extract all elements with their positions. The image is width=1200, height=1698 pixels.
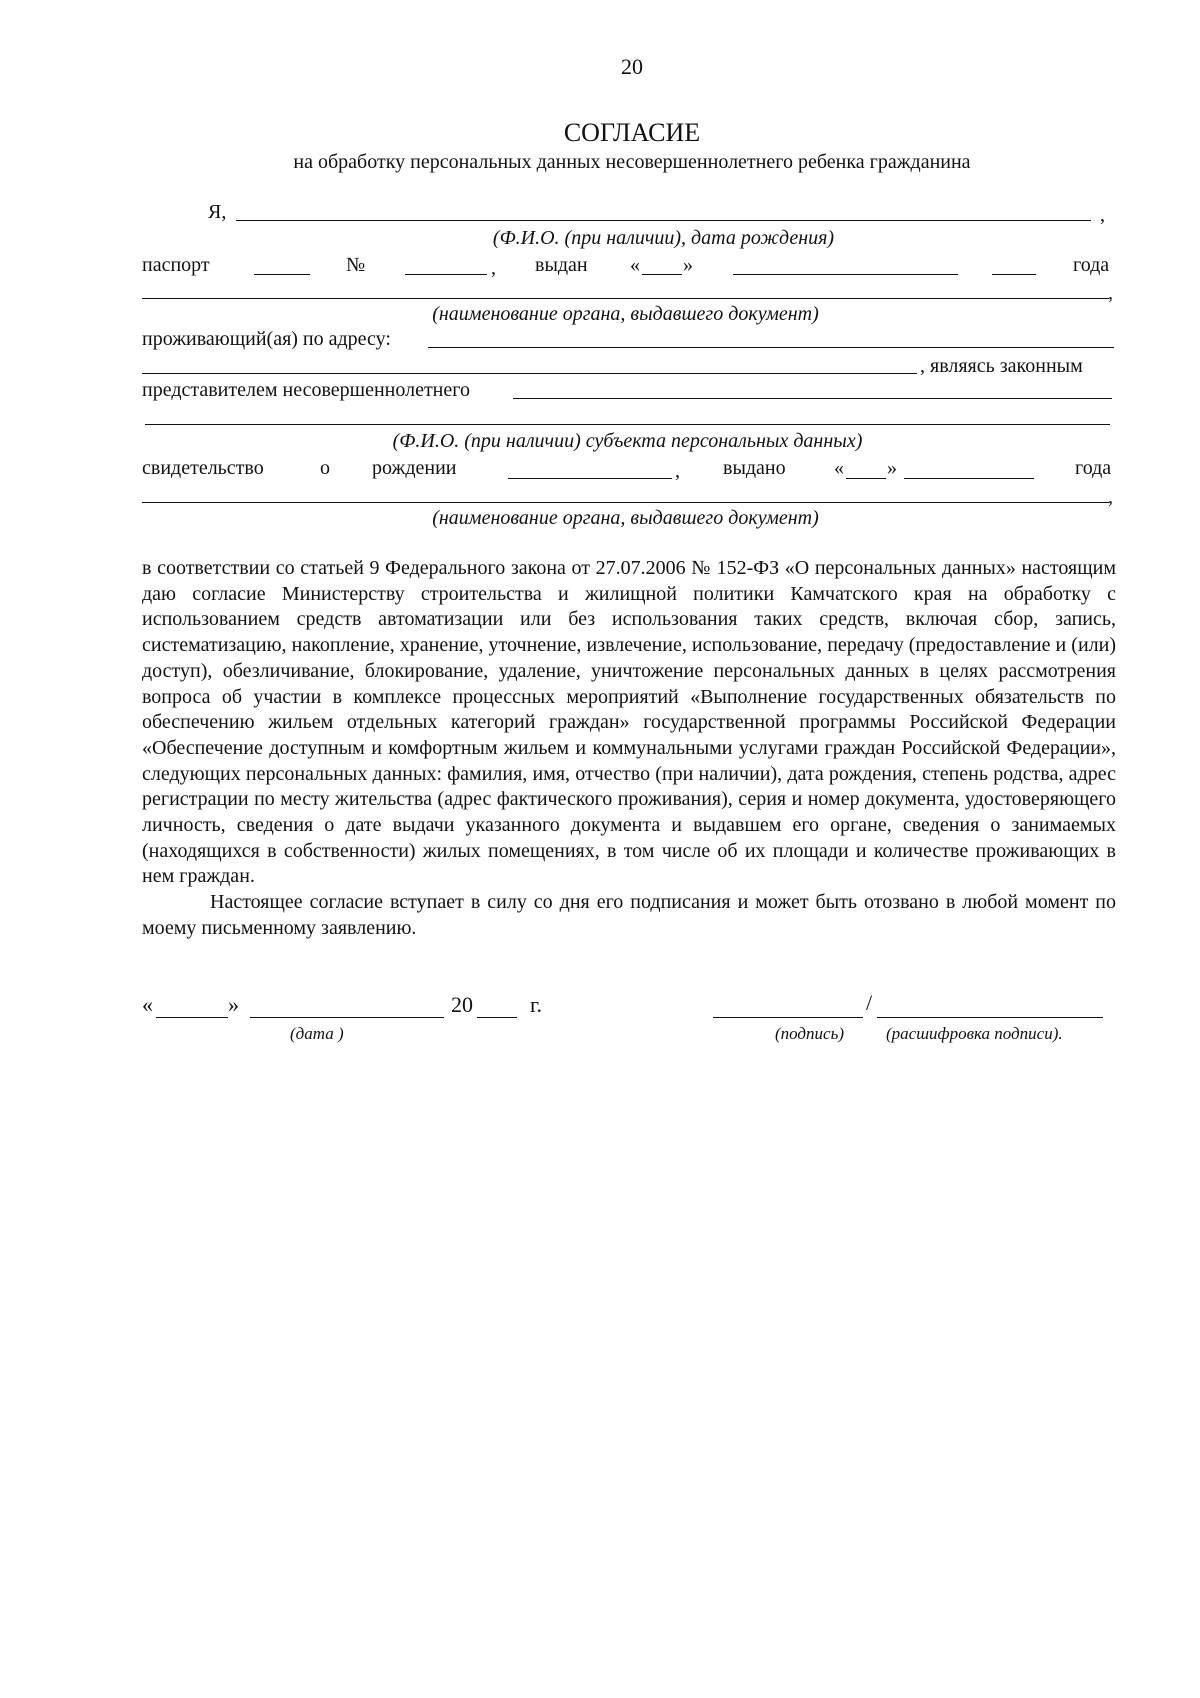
quote-close-2: » [887, 457, 897, 479]
quote-close: » [683, 254, 693, 276]
issue-day-field[interactable] [642, 274, 682, 275]
sig-month-field[interactable] [250, 1017, 444, 1018]
address-field-1[interactable] [428, 347, 1114, 348]
sig-day-field[interactable] [156, 1017, 228, 1018]
document-title: СОГЛАСИЕ [563, 118, 701, 147]
ya-label: Я, [208, 201, 227, 223]
fio-caption: (Ф.И.О. (при наличии), дата рождения) [492, 227, 835, 249]
page-number: 20 [621, 54, 643, 79]
sig-century: 20 [451, 992, 473, 1017]
quote-open-2: « [834, 457, 844, 479]
cert-issue-month-field[interactable] [904, 478, 1034, 479]
sig-quote-open: « [142, 992, 153, 1017]
year-label: года [1073, 254, 1110, 276]
issue-month-field[interactable] [733, 274, 958, 275]
consent-paragraph-2: Настоящее согласие вступает в силу со дня его подписания и может быть отозвано в любой момент по моему письменному заявлению. [142, 891, 1116, 939]
address-field-2[interactable] [142, 373, 917, 374]
subject-caption: (Ф.И.О. (при наличии) субъекта персональных данных) [392, 430, 863, 452]
cert-issuing-organ-field[interactable] [142, 502, 1109, 503]
number-sign: № [346, 254, 366, 276]
issue-year-field[interactable] [992, 274, 1036, 275]
organ-comma: , [1108, 282, 1113, 304]
issuing-organ-field[interactable] [142, 298, 1109, 299]
sig-year-suffix: г. [530, 992, 543, 1017]
document-subtitle: на обработку персональных данных несовершеннолетнего ребенка гражданина [293, 151, 971, 173]
signature-decryption-field[interactable] [877, 1017, 1103, 1018]
residing-label: проживающий(ая) по адресу: [142, 328, 391, 350]
being-legal-label: , являясь законным [920, 355, 1083, 377]
minor-name-field-1[interactable] [513, 398, 1112, 399]
birth-label: рождении [372, 457, 457, 479]
passport-number-field[interactable] [405, 274, 487, 275]
fio-field[interactable] [236, 220, 1091, 221]
certificate-comma: , [675, 460, 680, 482]
cert-issue-day-field[interactable] [846, 478, 886, 479]
o-label: о [320, 457, 330, 479]
date-caption: (дата ) [290, 1024, 344, 1043]
issued2-label: выдано [723, 457, 786, 479]
organ2-caption: (наименование органа, выдавшего документ) [432, 507, 819, 529]
sig-quote-close: » [228, 992, 239, 1017]
passport-comma: , [491, 257, 496, 279]
issued-label: выдан [535, 254, 588, 276]
quote-open: « [630, 254, 640, 276]
organ-caption: (наименование органа, выдавшего документ) [432, 303, 819, 325]
fio-comma: , [1100, 204, 1105, 226]
consent-body [142, 556, 1116, 942]
sig-slash: / [866, 990, 873, 1015]
decryption-caption: (расшифровка подписи). [886, 1024, 1063, 1043]
year2-label: года [1075, 457, 1112, 479]
signature-field[interactable] [713, 1017, 863, 1018]
passport-series-field[interactable] [254, 274, 310, 275]
certificate-number-field[interactable] [508, 478, 672, 479]
passport-label: паспорт [142, 254, 210, 276]
representative-label: представителем несовершеннолетнего [142, 379, 470, 401]
certificate-label: свидетельство [142, 457, 264, 479]
consent-paragraph-1: в соответствии со статьей 9 Федерального закона от 27.07.2006 № 152-ФЗ «О персональных данных» настоящим даю согласие Министерству строительства и жилищной политики Камчатского края на обработку с использованием средств автоматизации или без использования таких средств, включая сбор, запись, систематизацию, накопление, хранение, уточнение, извлечение, использование, передачу (предоставление и (или) доступ), обезличивание, блокирование, удаление, уничтожение персональных данных в целях рассмотрения вопроса об участии в комплексе процессных мероприятий «Выполнение государственных обязательств по обеспечению жильем отдельных категорий граждан» государственной программы Российской Федерации «Обеспечение доступным и комфортным жильем и коммунальными услугами граждан Российской Федерации», следующих персональных данных: фамилия, имя, отчество (при наличии), дата рождения, степень родства, адрес регистрации по месту жительства (адрес фактического проживания), серия и номер документа, удостоверяющего личность, сведения о дате выдачи указанного документа и выдавшем его органе, сведения о занимаемых (находящихся в собственности) жилых помещениях, в том числе об их площади и количестве проживающих в нем граждан. [142, 557, 1116, 888]
minor-name-field-2[interactable] [145, 424, 1110, 425]
signature-caption: (подпись) [775, 1024, 844, 1043]
sig-year-field[interactable] [477, 1017, 517, 1018]
organ2-comma: , [1108, 486, 1113, 508]
